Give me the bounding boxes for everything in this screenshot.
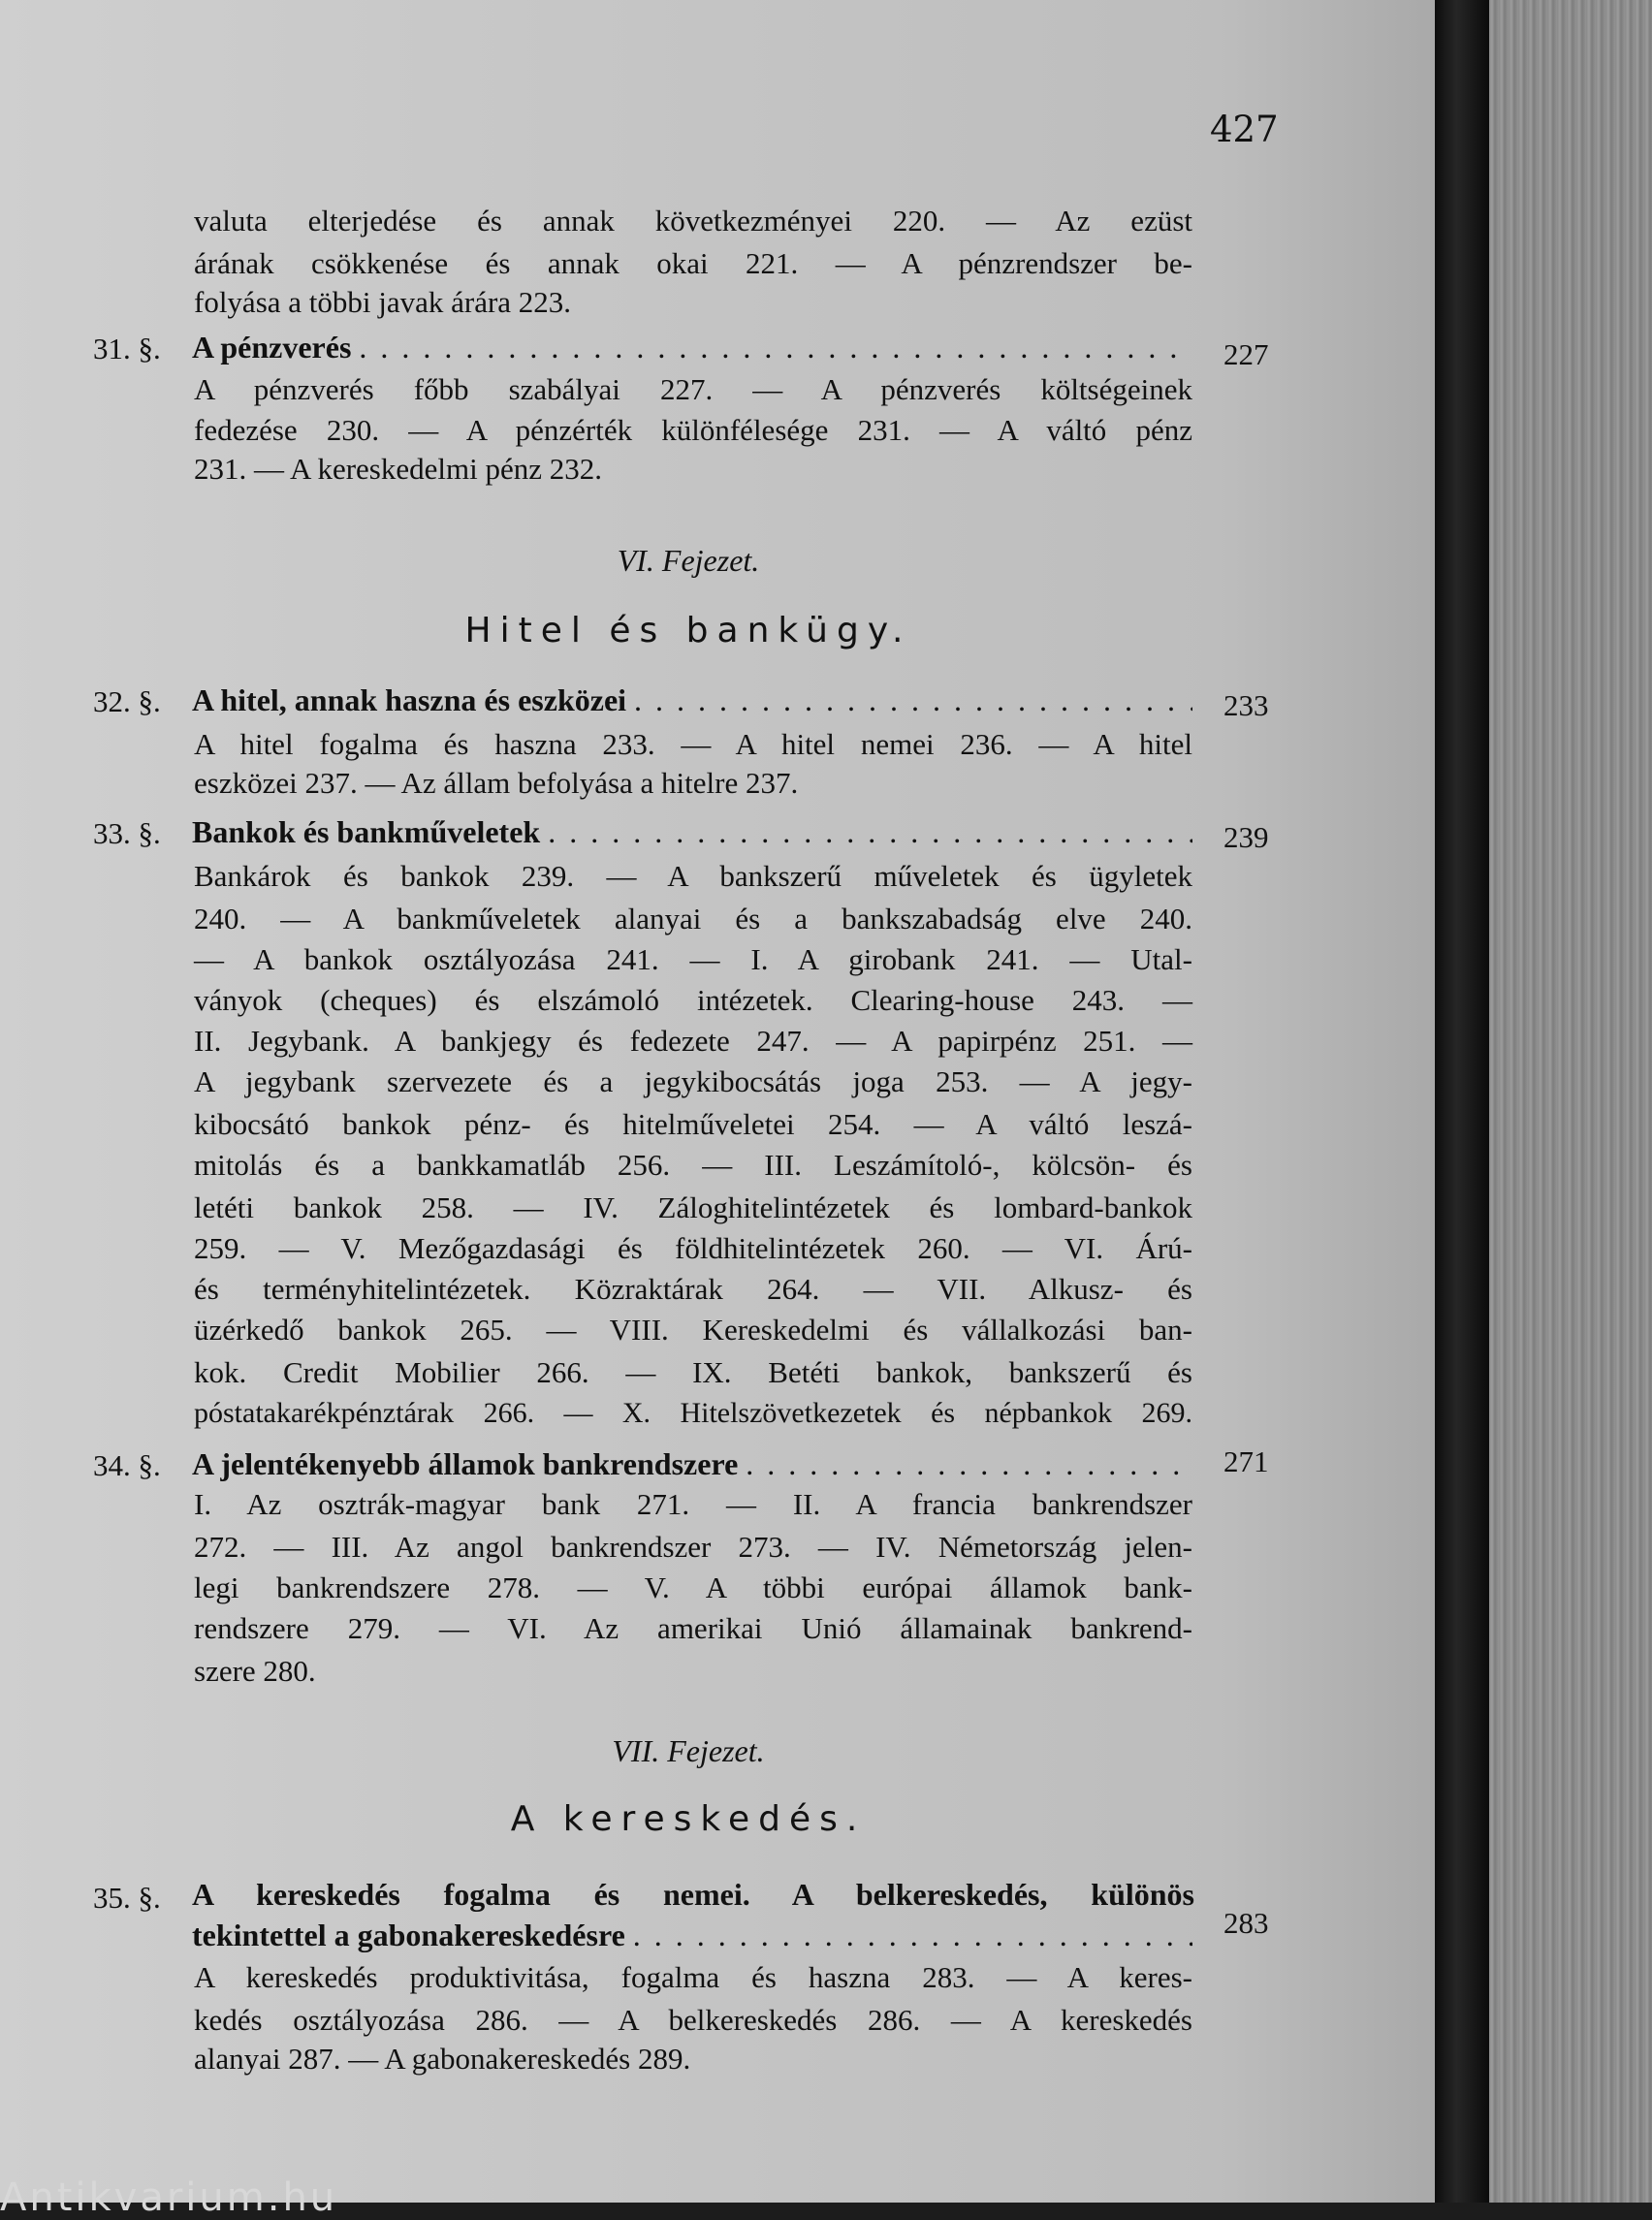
text-line: 240. — A bankműveletek alanyai és a bankszabadság elve 240. xyxy=(194,902,1192,936)
text-line: árának csökkenése és annak okai 221. — A pénzrendszer be- xyxy=(194,246,1192,280)
entry-title-line: A kereskedés fogalma és nemei. A belkereskedés, különös xyxy=(192,1877,1194,1912)
text-line: II. Jegybank. A bankjegy és fedezete 247. — A papirpénz 251. — xyxy=(194,1024,1192,1058)
leader-dots xyxy=(351,330,1192,365)
entry-title xyxy=(192,814,1192,850)
text-line: A pénzverés főbb szabályai 227. — A pénzverés költségeinek xyxy=(194,372,1192,406)
entry-title-text: A jelentékenyebb államok bankrendszere xyxy=(192,1446,739,1481)
book-spine xyxy=(1435,0,1489,2203)
entry-title-text: tekintettel a gabonakereskedésre xyxy=(192,1918,625,1952)
leader-dots xyxy=(626,682,1192,718)
leader-dots xyxy=(540,814,1192,850)
text-line: valuta elterjedése és annak következményei 220. — Az ezüst xyxy=(194,204,1192,238)
entry-title xyxy=(192,682,1192,718)
text-line: szere 280. xyxy=(194,1654,316,1688)
text-line: fedezése 230. — A pénzérték különfélesége 231. — A váltó pénz xyxy=(194,413,1192,447)
entry-title-text: A pénzverés xyxy=(192,330,352,365)
text-line: A hitel fogalma és haszna 233. — A hitel nemei 236. — A hitel xyxy=(194,727,1192,761)
page-number: 427 xyxy=(1210,109,1279,150)
text-line: kibocsátó bankok pénz- és hitelműveletei 254. — A váltó leszá- xyxy=(194,1107,1192,1141)
entry-number: 33. §. xyxy=(93,816,161,850)
entry-title xyxy=(192,330,1192,365)
entry-number: 32. §. xyxy=(93,684,161,718)
text-line: 259. — V. Mezőgazdasági és földhitelintézetek 260. — VI. Árú- xyxy=(194,1231,1192,1265)
entry-page: 271 xyxy=(1223,1444,1269,1478)
entry-number: 35. §. xyxy=(93,1881,161,1915)
text-line: mitolás és a bankkamatláb 256. — III. Leszámítoló-, kölcsön- és xyxy=(194,1148,1192,1182)
text-line: üzérkedő bankok 265. — VIII. Kereskedelmi és vállalkozási ban- xyxy=(194,1313,1192,1347)
text-line: A jegybank szervezete és a jegykibocsátás joga 253. — A jegy- xyxy=(194,1064,1192,1098)
text-line: alanyai 287. — A gabonakereskedés 289. xyxy=(194,2042,691,2076)
entry-page: 227 xyxy=(1223,337,1269,371)
entry-title xyxy=(192,1446,1192,1482)
adjacent-page-edge xyxy=(1489,0,1652,2203)
text-line: póstatakarékpénztárak 266. — X. Hitelszövetkezetek és népbankok 269. xyxy=(194,1397,1192,1429)
entry-title xyxy=(192,1918,1192,1953)
chapter-label: VI. Fejezet. xyxy=(617,543,760,578)
text-line: — A bankok osztályozása 241. — I. A girobank 241. — Utal- xyxy=(194,942,1192,976)
chapter-title: A kereskedés. xyxy=(510,1799,867,1839)
text-line: folyása a többi javak árára 223. xyxy=(194,285,572,319)
entry-title-text: Bankok és bankműveletek xyxy=(192,814,541,849)
text-line: és terményhitelintézetek. Közraktárak 264. — VII. Alkusz- és xyxy=(194,1272,1192,1306)
text-line: Bankárok és bankok 239. — A bankszerű műveletek és ügyletek xyxy=(194,859,1192,893)
text-line: kok. Credit Mobilier 266. — IX. Betéti bankok, bankszerű és xyxy=(194,1355,1192,1389)
text-line: I. Az osztrák-magyar bank 271. — II. A francia bankrendszer xyxy=(194,1487,1192,1521)
text-line: rendszere 279. — VI. Az amerikai Unió államainak bankrend- xyxy=(194,1611,1192,1645)
leader-dots xyxy=(738,1446,1192,1482)
entry-page: 283 xyxy=(1223,1906,1269,1940)
text-line: 272. — III. Az angol bankrendszer 273. — IV. Németország jelen- xyxy=(194,1530,1192,1564)
watermark: Antikvarium.hu xyxy=(0,2175,338,2220)
text-line: letéti bankok 258. — IV. Záloghitelintézetek és lombard-bankok xyxy=(194,1190,1192,1224)
text-line: eszközei 237. — Az állam befolyása a hitelre 237. xyxy=(194,766,799,800)
text-line: kedés osztályozása 286. — A belkereskedés 286. — A kereskedés xyxy=(194,2003,1192,2037)
entry-number: 34. §. xyxy=(93,1448,161,1482)
text-line: A kereskedés produktivitása, fogalma és haszna 283. — A keres- xyxy=(194,1960,1192,1994)
chapter-title: Hitel és bankügy. xyxy=(464,611,912,650)
text-line: ványok (cheques) és elszámoló intézetek. Clearing-house 243. — xyxy=(194,983,1192,1017)
entry-page: 239 xyxy=(1223,820,1269,854)
entry-number: 31. §. xyxy=(93,332,161,365)
text-line: legi bankrendszere 278. — V. A többi európai államok bank- xyxy=(194,1570,1192,1604)
leader-dots xyxy=(625,1918,1192,1953)
chapter-label: VII. Fejezet. xyxy=(612,1733,765,1768)
entry-title-text: A hitel, annak haszna és eszközei xyxy=(192,682,627,717)
entry-page: 233 xyxy=(1223,688,1269,722)
text-line: 231. — A kereskedelmi pénz 232. xyxy=(194,452,602,486)
